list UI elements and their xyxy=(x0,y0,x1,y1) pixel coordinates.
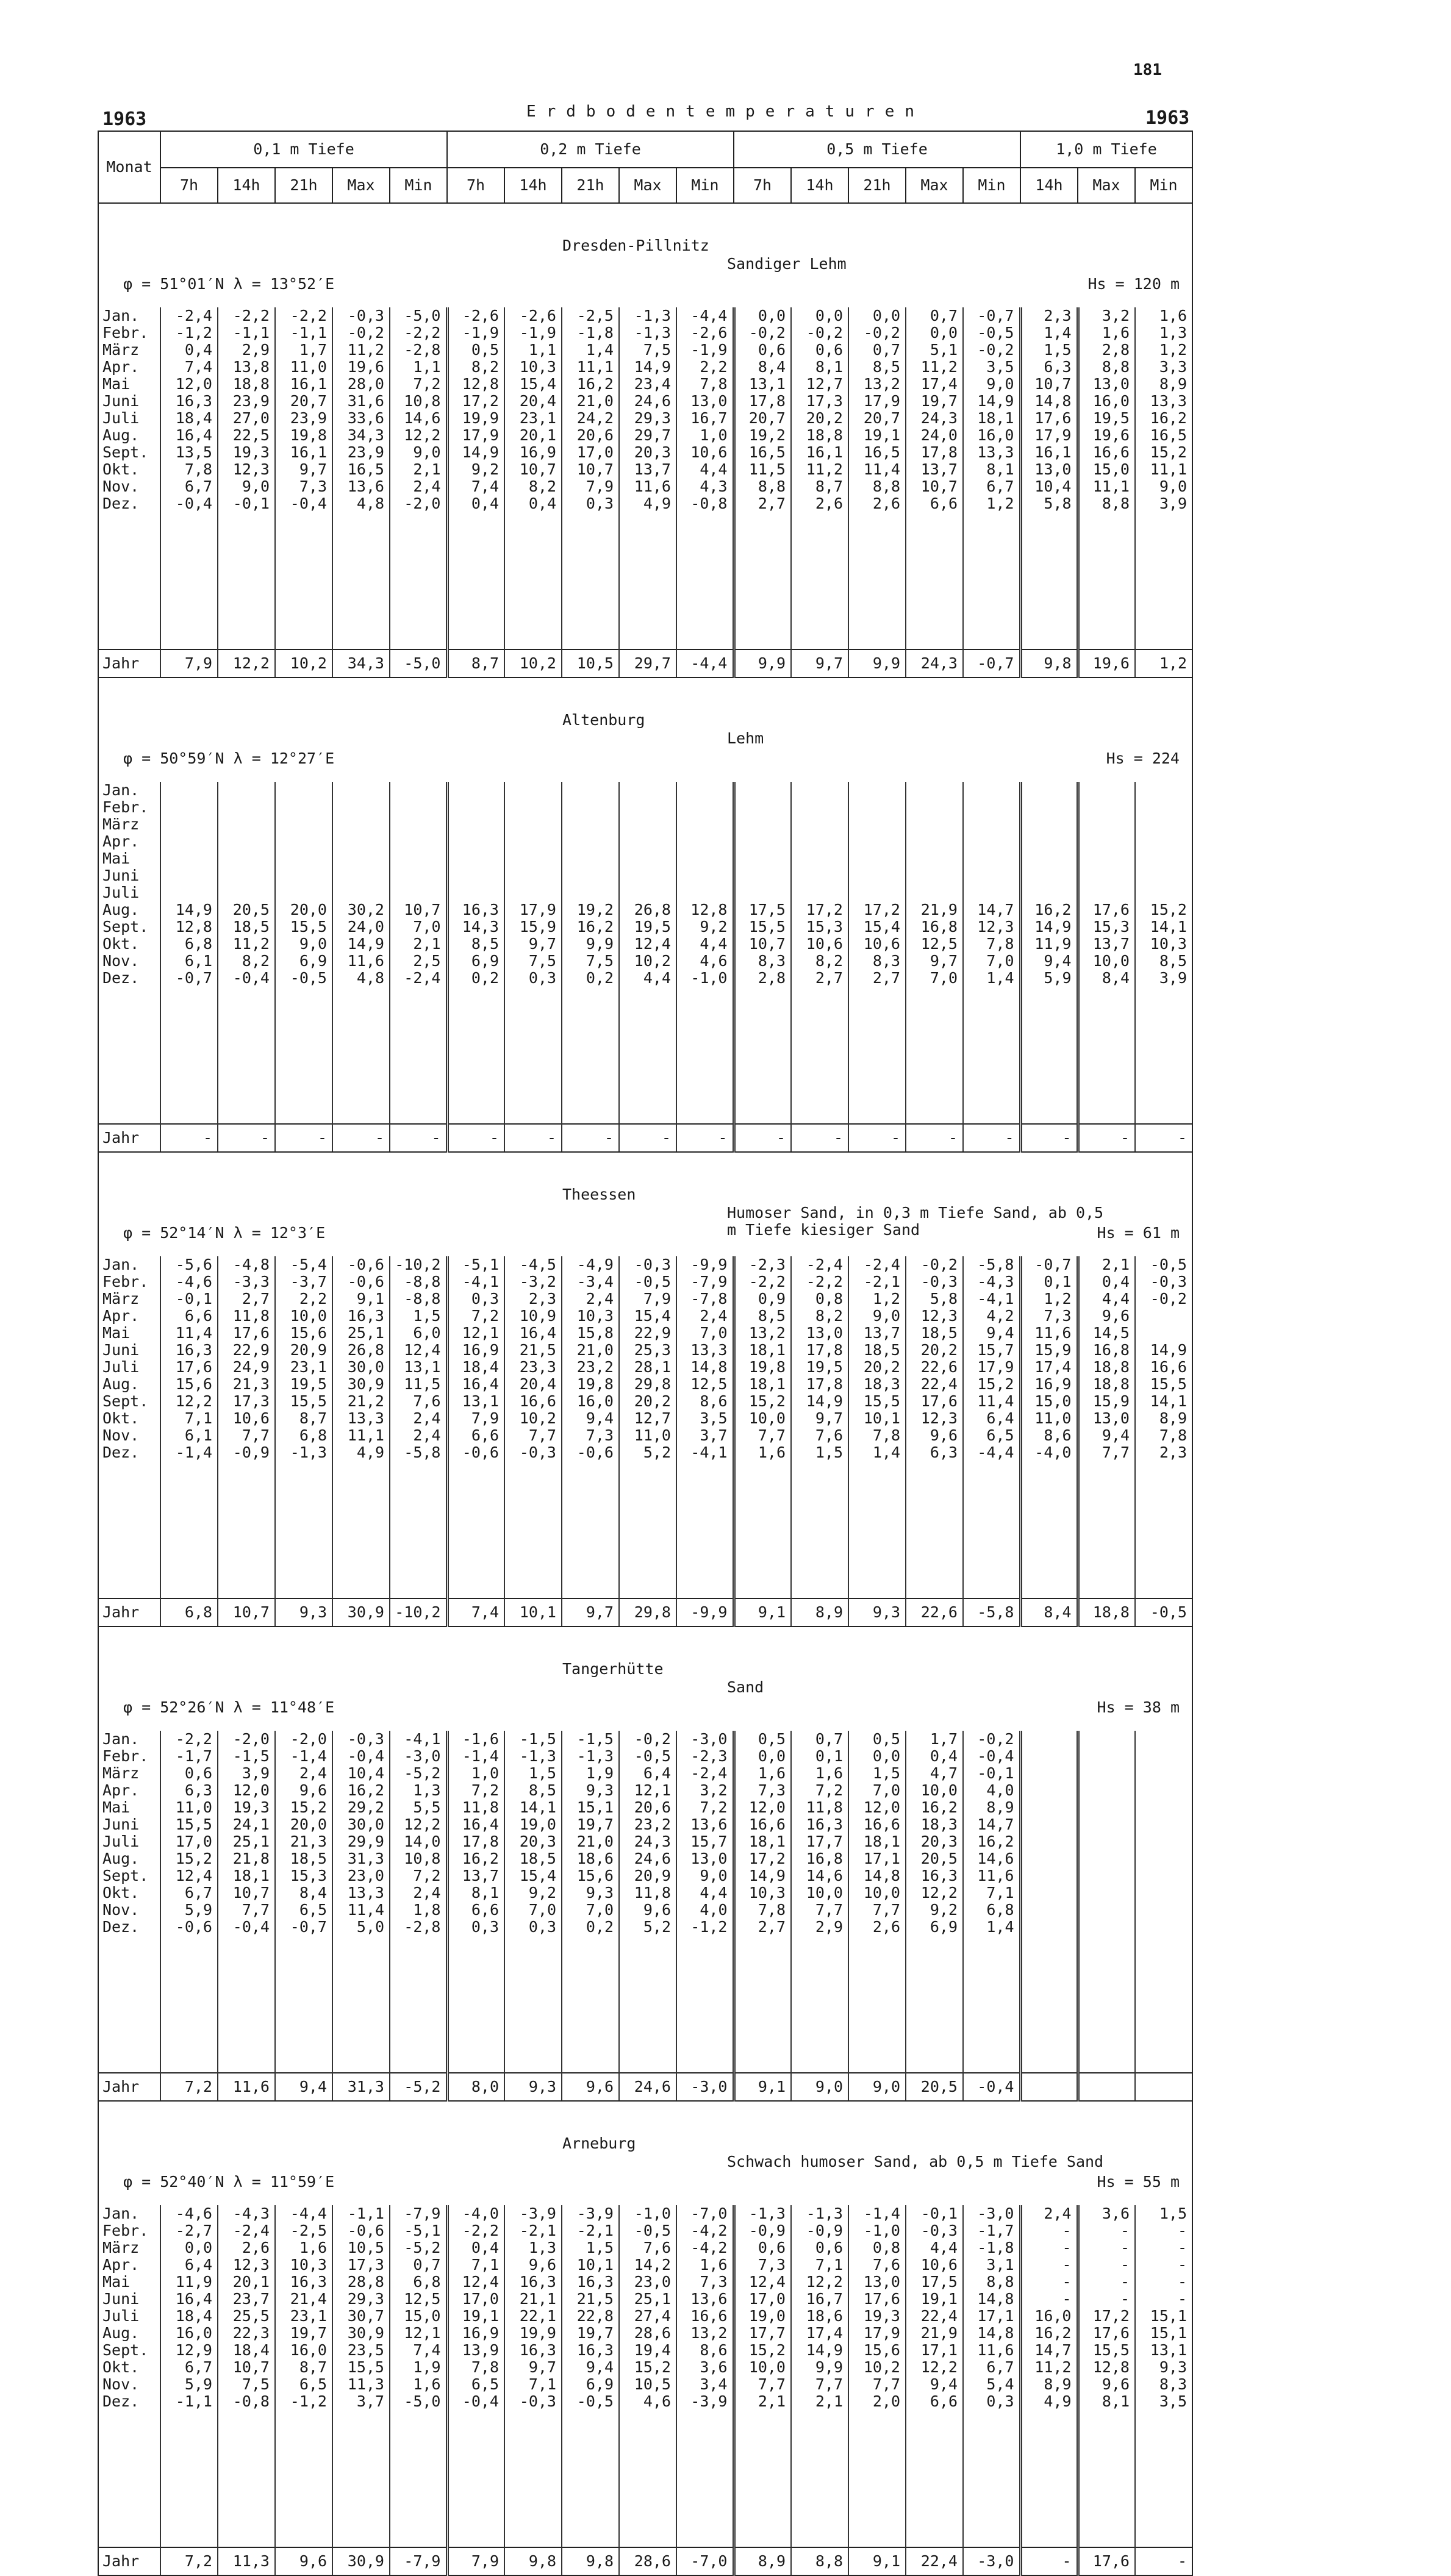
depth-header-0-1m: 0,1 m Tiefe xyxy=(160,131,447,168)
annual-value: 8,7 xyxy=(447,649,504,678)
annual-value: 9,0 xyxy=(791,2073,848,2101)
value-column: 19,2 16,2 9,9 7,5 0,2 xyxy=(562,782,619,1124)
annual-value xyxy=(1020,2073,1078,2101)
annual-value: 22,4 xyxy=(906,2547,963,2575)
annual-label: Jahr xyxy=(98,1598,160,1626)
value-column: -1,3 -1,3 7,5 14,9 23,4 24,6 29,3 29,7 20,3 13,7 11,6 4,9 xyxy=(619,307,676,649)
annual-value: 8,8 xyxy=(791,2547,848,2575)
value-column: -0,1 -0,3 4,4 10,6 17,5 19,1 22,4 21,9 17,1 12,2 9,4 6,6 xyxy=(906,2205,963,2547)
monthly-values-row xyxy=(98,1731,1192,2073)
annual-label: Jahr xyxy=(98,2073,160,2101)
annual-value: 22,6 xyxy=(906,1598,963,1626)
column-header: 14h xyxy=(218,168,275,203)
value-column: 20,5 18,5 11,2 8,2 -0,4 xyxy=(218,782,275,1124)
annual-value: 9,1 xyxy=(734,2073,791,2101)
annual-value: -0,5 xyxy=(1135,1598,1192,1626)
station-coordinates: φ = 51°01′N λ = 13°52′E xyxy=(123,275,335,293)
value-column: -3,9 -2,1 1,5 10,1 16,3 21,5 22,8 19,7 16,3 9,4 6,9 -0,5 xyxy=(562,2205,619,2547)
column-header: Min xyxy=(963,168,1020,203)
value-column: -5,8 -4,3 -4,1 4,2 9,4 15,7 17,9 15,2 11,4 6,4 6,5 -4,4 xyxy=(963,1256,1020,1598)
value-column: 26,8 19,5 12,4 10,2 4,4 xyxy=(619,782,676,1124)
value-column: -2,2 -1,7 0,6 6,3 11,0 15,5 17,0 15,2 12,4 6,7 5,9 -0,6 xyxy=(160,1731,218,2073)
soil-type: Sand xyxy=(727,1678,764,1696)
value-column: 10,7 7,0 2,1 2,5 -2,4 xyxy=(390,782,447,1124)
column-header: 14h xyxy=(504,168,562,203)
value-column: 17,5 15,5 10,7 8,3 2,8 xyxy=(734,782,791,1124)
column-header: 21h xyxy=(275,168,332,203)
annual-value: 7,9 xyxy=(447,2547,504,2575)
annual-value: - xyxy=(447,1124,504,1152)
monthly-values-row xyxy=(98,782,1192,1124)
value-column: -5,0 -2,2 -2,8 1,1 7,2 10,8 14,6 12,2 9,0 2,1 2,4 -2,0 xyxy=(390,307,447,649)
station-coordinates: φ = 52°26′N λ = 11°48′E xyxy=(123,1698,335,1716)
value-column: 0,5 0,0 1,6 7,3 12,0 16,6 18,1 17,2 14,9 10,3 7,8 2,7 xyxy=(734,1731,791,2073)
column-header: 14h xyxy=(1020,168,1078,203)
annual-value: 1,2 xyxy=(1135,649,1192,678)
annual-value: -4,4 xyxy=(676,649,734,678)
annual-value: 8,9 xyxy=(734,2547,791,2575)
station-info-box xyxy=(99,1627,1192,1731)
value-column: -7,9 -5,1 -5,2 0,7 6,8 12,5 15,0 12,1 7,4 1,9 1,6 -5,0 xyxy=(390,2205,447,2547)
annual-label: Jahr xyxy=(98,1124,160,1152)
value-column: -4,5 -3,2 2,3 10,9 16,4 21,5 23,3 20,4 16,6 10,2 7,7 -0,3 xyxy=(504,1256,562,1598)
value-column: -4,4 -2,6 -1,9 2,2 7,8 13,0 16,7 1,0 10,6 4,4 4,3 -0,8 xyxy=(676,307,734,649)
annual-value: -9,9 xyxy=(676,1598,734,1626)
annual-value: 9,7 xyxy=(791,649,848,678)
station-header xyxy=(98,1152,1192,1256)
value-column: 3,2 1,6 2,8 8,8 13,0 16,0 19,5 19,6 16,6 15,0 11,1 8,8 xyxy=(1078,307,1135,649)
annual-value: - xyxy=(562,1124,619,1152)
annual-value: -7,0 xyxy=(676,2547,734,2575)
annual-value: 19,6 xyxy=(1078,649,1135,678)
value-column: 1,6 1,3 1,2 3,3 8,9 13,3 16,2 16,5 15,2 11,1 9,0 3,9 xyxy=(1135,307,1192,649)
value-column: -10,2 -8,8 -8,8 1,5 6,0 12,4 13,1 11,5 7,6 2,4 2,4 -5,8 xyxy=(390,1256,447,1598)
annual-value: 28,6 xyxy=(619,2547,676,2575)
annual-value: 29,8 xyxy=(619,1598,676,1626)
annual-value: - xyxy=(332,1124,390,1152)
station-info xyxy=(98,203,1192,307)
station-height: Hs = 55 m xyxy=(1097,2173,1180,2191)
column-header: Max xyxy=(332,168,390,203)
annual-value: -3,0 xyxy=(963,2547,1020,2575)
annual-value: - xyxy=(1020,2547,1078,2575)
annual-value: 9,1 xyxy=(734,1598,791,1626)
annual-value: - xyxy=(1135,1124,1192,1152)
value-column: 17,2 15,4 10,6 8,3 2,7 xyxy=(848,782,906,1124)
station-info xyxy=(98,1152,1192,1256)
column-header: Max xyxy=(619,168,676,203)
value-column: -4,3 -2,4 2,6 12,3 20,1 23,7 25,5 22,3 18,4 10,7 7,5 -0,8 xyxy=(218,2205,275,2547)
annual-value: 9,0 xyxy=(848,2073,906,2101)
value-column: -2,0 -1,4 2,4 9,6 15,2 20,0 21,3 18,5 15,3 8,4 6,5 -0,7 xyxy=(275,1731,332,2073)
column-header: Min xyxy=(676,168,734,203)
value-column: 16,2 14,9 11,9 9,4 5,9 xyxy=(1020,782,1078,1124)
station-header xyxy=(98,203,1192,307)
annual-value: 9,8 xyxy=(1020,649,1078,678)
station-header xyxy=(98,678,1192,782)
column-header: 7h xyxy=(734,168,791,203)
value-column: -1,5 -1,3 1,9 9,3 15,1 19,7 21,0 18,6 15,6 9,3 7,0 0,2 xyxy=(562,1731,619,2073)
monthly-values-row xyxy=(98,307,1192,649)
annual-value: 29,7 xyxy=(619,649,676,678)
value-column: 0,7 0,1 1,6 7,2 11,8 16,3 17,7 16,8 14,6 10,0 7,7 2,9 xyxy=(791,1731,848,2073)
annual-value: 9,9 xyxy=(848,649,906,678)
value-column: -1,1 -0,6 10,5 17,3 28,8 29,3 30,7 30,9 23,5 15,5 11,3 3,7 xyxy=(332,2205,390,2547)
annual-value: 11,6 xyxy=(218,2073,275,2101)
annual-value: 9,3 xyxy=(275,1598,332,1626)
station-name: Arneburg xyxy=(562,2134,636,2152)
annual-value xyxy=(1078,2073,1135,2101)
annual-value: - xyxy=(275,1124,332,1152)
year-right: 1963 xyxy=(1145,107,1190,129)
value-column: -1,3 -0,9 0,6 7,3 12,4 17,0 19,0 17,7 15,2 10,0 7,7 2,1 xyxy=(734,2205,791,2547)
value-column: -0,7 0,1 1,2 7,3 11,6 15,9 17,4 16,9 15,0 11,0 8,6 -4,0 xyxy=(1020,1256,1078,1598)
value-column: 0,0 -0,2 0,7 8,5 13,2 17,9 20,7 19,1 16,5 11,4 8,8 2,6 xyxy=(848,307,906,649)
annual-row xyxy=(98,1598,1192,1626)
annual-value: - xyxy=(390,1124,447,1152)
value-column: -4,9 -3,4 2,4 10,3 15,8 21,0 23,2 19,8 16,0 9,4 7,3 -0,6 xyxy=(562,1256,619,1598)
value-column: -9,9 -7,9 -7,8 2,4 7,0 13,3 14,8 12,5 8,6 3,5 3,7 -4,1 xyxy=(676,1256,734,1598)
value-column: -2,4 -1,2 0,4 7,4 12,0 16,3 18,4 16,4 13,5 7,8 6,7 -0,4 xyxy=(160,307,218,649)
value-column: 17,9 15,9 9,7 7,5 0,3 xyxy=(504,782,562,1124)
value-column: -0,7 -0,5 -0,2 3,5 9,0 14,9 18,1 16,0 13,3 8,1 6,7 1,2 xyxy=(963,307,1020,649)
value-column: 21,9 16,8 12,5 9,7 7,0 xyxy=(906,782,963,1124)
station-info-box xyxy=(99,204,1192,307)
annual-value: 10,2 xyxy=(275,649,332,678)
annual-value: 9,3 xyxy=(504,2073,562,2101)
value-column: -2,6 -1,9 0,5 8,2 12,8 17,2 19,9 17,9 14,9 9,2 7,4 0,4 xyxy=(447,307,504,649)
annual-value: -0,7 xyxy=(963,649,1020,678)
column-header: 14h xyxy=(791,168,848,203)
month-header: Monat xyxy=(98,131,160,203)
depth-header-0-5m: 0,5 m Tiefe xyxy=(734,131,1020,168)
value-column xyxy=(1078,1731,1135,2073)
month-labels: Jan. Febr. März Apr. Mai Juni Juli Aug. Sept. Okt. Nov. Dez. xyxy=(98,307,160,649)
value-column: 2,3 1,4 1,5 6,3 10,7 14,8 17,6 17,9 16,1 13,0 10,4 5,8 xyxy=(1020,307,1078,649)
value-column: 2,1 0,4 4,4 9,6 14,5 16,8 18,8 18,8 15,9 13,0 9,4 7,7 xyxy=(1078,1256,1135,1598)
annual-value: 10,5 xyxy=(562,649,619,678)
annual-value: 9,8 xyxy=(562,2547,619,2575)
station-header xyxy=(98,1626,1192,1731)
value-column: -5,4 -3,7 2,2 10,0 15,6 20,9 23,1 19,5 15,5 8,7 6,8 -1,3 xyxy=(275,1256,332,1598)
value-column: 1,7 0,4 4,7 10,0 16,2 18,3 20,3 20,5 16,3 12,2 9,2 6,9 xyxy=(906,1731,963,2073)
column-header: 21h xyxy=(562,168,619,203)
annual-value: -10,2 xyxy=(390,1598,447,1626)
annual-value: 17,6 xyxy=(1078,2547,1135,2575)
value-column: -0,3 -0,2 11,2 19,6 28,0 31,6 33,6 34,3 23,9 16,5 13,6 4,8 xyxy=(332,307,390,649)
annual-value: 9,6 xyxy=(275,2547,332,2575)
soil-type: Humoser Sand, in 0,3 m Tiefe Sand, ab 0,5 m Tiefe kiesiger Sand xyxy=(727,1204,1104,1239)
soil-temperature-table xyxy=(98,131,1193,2576)
annual-value: - xyxy=(676,1124,734,1152)
column-header: Min xyxy=(1135,168,1192,203)
annual-value: 30,9 xyxy=(332,2547,390,2575)
value-column: 16,3 14,3 8,5 6,9 0,2 xyxy=(447,782,504,1124)
annual-value: 8,9 xyxy=(791,1598,848,1626)
value-column: -0,3 -0,4 10,4 16,2 29,2 30,0 29,9 31,3 23,0 13,3 11,4 5,0 xyxy=(332,1731,390,2073)
value-column: -7,0 -4,2 -4,2 1,6 7,3 13,6 16,6 13,2 8,6 3,6 3,4 -3,9 xyxy=(676,2205,734,2547)
value-column: -3,0 -1,7 -1,8 3,1 8,8 14,8 17,1 14,8 11,6 6,7 5,4 0,3 xyxy=(963,2205,1020,2547)
annual-value: - xyxy=(218,1124,275,1152)
value-column: -4,8 -3,3 2,7 11,8 17,6 22,9 24,9 21,3 17,3 10,6 7,7 -0,9 xyxy=(218,1256,275,1598)
value-column: -4,6 -2,7 0,0 6,4 11,9 16,4 18,4 16,0 12,9 6,7 5,9 -1,1 xyxy=(160,2205,218,2547)
depth-header-1-0m: 1,0 m Tiefe xyxy=(1020,131,1192,168)
annual-value: 8,0 xyxy=(447,2073,504,2101)
station-coordinates: φ = 52°14′N λ = 12°3′E xyxy=(123,1224,326,1242)
annual-value: -3,0 xyxy=(676,2073,734,2101)
column-header: Max xyxy=(906,168,963,203)
value-column: -0,5 -0,3 -0,2 14,9 16,6 15,5 14,1 8,9 7,8 2,3 xyxy=(1135,1256,1192,1598)
depth-header-0-2m: 0,2 m Tiefe xyxy=(447,131,734,168)
annual-value: - xyxy=(1020,1124,1078,1152)
station-height: Hs = 61 m xyxy=(1097,1224,1180,1242)
month-labels: Jan. Febr. März Apr. Mai Juni Juli Aug. Sept. Okt. Nov. Dez. xyxy=(98,1731,160,2073)
annual-value: 34,3 xyxy=(332,649,390,678)
annual-value: 10,7 xyxy=(218,1598,275,1626)
value-column: -2,0 -1,5 3,9 12,0 19,3 24,1 25,1 21,8 18,1 10,7 7,7 -0,4 xyxy=(218,1731,275,2073)
annual-value: 10,2 xyxy=(504,649,562,678)
value-column: -3,9 -2,1 1,3 9,6 16,3 21,1 22,1 19,9 16,3 9,7 7,1 -0,3 xyxy=(504,2205,562,2547)
soil-type: Schwach humoser Sand, ab 0,5 m Tiefe Sand xyxy=(727,2153,1104,2170)
annual-row xyxy=(98,1124,1192,1152)
column-header: Max xyxy=(1078,168,1135,203)
station-coordinates: φ = 50°59′N λ = 12°27′E xyxy=(123,750,335,767)
value-column: -4,4 -2,5 1,6 10,3 16,3 21,4 23,1 19,7 16,0 8,7 6,5 -1,2 xyxy=(275,2205,332,2547)
value-column: 0,7 0,0 5,1 11,2 17,4 19,7 24,3 24,0 17,8 13,7 10,7 6,6 xyxy=(906,307,963,649)
value-column: -5,6 -4,6 -0,1 6,6 11,4 16,3 17,6 15,6 12,2 7,1 6,1 -1,4 xyxy=(160,1256,218,1598)
annual-value: -5,8 xyxy=(963,1598,1020,1626)
value-column: -2,5 -1,8 1,4 11,1 16,2 21,0 24,2 20,6 17,0 10,7 7,9 0,3 xyxy=(562,307,619,649)
annual-value: 30,9 xyxy=(332,1598,390,1626)
annual-row xyxy=(98,2547,1192,2575)
annual-label: Jahr xyxy=(98,649,160,678)
month-labels: Jan. Febr. März Apr. Mai Juni Juli Aug. Sept. Okt. Nov. Dez. xyxy=(98,1256,160,1598)
annual-value: 7,2 xyxy=(160,2073,218,2101)
column-header: 7h xyxy=(447,168,504,203)
station-name: Tangerhütte xyxy=(562,1660,664,1678)
annual-value: 20,5 xyxy=(906,2073,963,2101)
value-column: -1,5 -1,3 1,5 8,5 14,1 19,0 20,3 18,5 15,4 9,2 7,0 0,3 xyxy=(504,1731,562,2073)
monthly-values-row xyxy=(98,2205,1192,2547)
value-column: -1,3 -0,9 0,6 7,1 12,2 16,7 18,6 17,4 14,9 9,9 7,7 2,1 xyxy=(791,2205,848,2547)
value-column: 3,6 - - - - - 17,2 17,6 15,5 12,8 9,6 8,1 xyxy=(1078,2205,1135,2547)
annual-value: -5,2 xyxy=(390,2073,447,2101)
value-column: -1,0 -0,5 7,6 14,2 23,0 25,1 27,4 28,6 19,4 15,2 10,5 4,6 xyxy=(619,2205,676,2547)
station-name: Dresden-Pillnitz xyxy=(562,237,709,254)
annual-value: - xyxy=(504,1124,562,1152)
value-column: 14,7 12,3 7,8 7,0 1,4 xyxy=(963,782,1020,1124)
annual-value: -7,9 xyxy=(390,2547,447,2575)
value-column: -0,6 -0,6 9,1 16,3 25,1 26,8 30,0 30,9 21,2 13,3 11,1 4,9 xyxy=(332,1256,390,1598)
annual-value: 7,9 xyxy=(160,649,218,678)
annual-row xyxy=(98,2073,1192,2101)
station-header xyxy=(98,2101,1192,2205)
value-column: -2,6 -1,9 1,1 10,3 15,4 20,4 23,1 20,1 16,9 10,7 8,2 0,4 xyxy=(504,307,562,649)
value-column: -1,6 -1,4 1,0 7,2 11,8 16,4 17,8 16,2 13,7 8,1 6,6 0,3 xyxy=(447,1731,504,2073)
monthly-values-row xyxy=(98,1256,1192,1598)
annual-value: - xyxy=(734,1124,791,1152)
annual-value: 31,3 xyxy=(332,2073,390,2101)
value-column: 0,0 -0,2 0,6 8,1 12,7 17,3 20,2 18,8 16,1 11,2 8,7 2,6 xyxy=(791,307,848,649)
annual-value: 24,3 xyxy=(906,649,963,678)
year-left: 1963 xyxy=(102,109,147,130)
annual-value xyxy=(1135,2073,1192,2101)
page-title: Erdbodentemperaturen xyxy=(526,102,925,121)
annual-value: - xyxy=(160,1124,218,1152)
station-coordinates: φ = 52°40′N λ = 11°59′E xyxy=(123,2173,335,2191)
value-column: -0,2 -0,4 -0,1 4,0 8,9 14,7 16,2 14,6 11,6 7,1 6,8 1,4 xyxy=(963,1731,1020,2073)
annual-value: 9,1 xyxy=(848,2547,906,2575)
column-header: 7h xyxy=(160,168,218,203)
value-column xyxy=(1135,1731,1192,2073)
value-column: -4,0 -2,2 0,4 7,1 12,4 17,0 19,1 16,9 13,9 7,8 6,5 -0,4 xyxy=(447,2205,504,2547)
station-height: Hs = 224 xyxy=(1106,750,1180,767)
annual-value: 9,9 xyxy=(734,649,791,678)
annual-value: - xyxy=(1135,2547,1192,2575)
value-column: 20,0 15,5 9,0 6,9 -0,5 xyxy=(275,782,332,1124)
value-column: 14,9 12,8 6,8 6,1 -0,7 xyxy=(160,782,218,1124)
annual-value: 6,8 xyxy=(160,1598,218,1626)
station-info xyxy=(98,1626,1192,1731)
value-column: -0,2 -0,3 5,8 12,3 18,5 20,2 22,6 22,4 17,6 12,3 9,6 6,3 xyxy=(906,1256,963,1598)
annual-value: 11,3 xyxy=(218,2547,275,2575)
value-column: 17,6 15,3 13,7 10,0 8,4 xyxy=(1078,782,1135,1124)
soil-type: Sandiger Lehm xyxy=(727,255,847,273)
value-column: -2,2 -1,1 1,7 11,0 16,1 20,7 23,9 19,8 16,1 9,7 7,3 -0,4 xyxy=(275,307,332,649)
annual-value: 24,6 xyxy=(619,2073,676,2101)
value-column: -5,1 -4,1 0,3 7,2 12,1 16,9 18,4 16,4 13,1 7,9 6,6 -0,6 xyxy=(447,1256,504,1598)
value-column: -2,3 -2,2 0,9 8,5 13,2 18,1 19,8 18,1 15,2 10,0 7,7 1,6 xyxy=(734,1256,791,1598)
value-column: -2,2 -1,1 2,9 13,8 18,8 23,9 27,0 22,5 19,3 12,3 9,0 -0,1 xyxy=(218,307,275,649)
station-height: Hs = 120 m xyxy=(1087,275,1180,293)
value-column: -0,2 -0,5 6,4 12,1 20,6 23,2 24,3 24,6 20,9 11,8 9,6 5,2 xyxy=(619,1731,676,2073)
value-column: 17,2 15,3 10,6 8,2 2,7 xyxy=(791,782,848,1124)
value-column: -2,4 -2,1 1,2 9,0 13,7 18,5 20,2 18,3 15,5 10,1 7,8 1,4 xyxy=(848,1256,906,1598)
annual-value: 12,2 xyxy=(218,649,275,678)
value-column xyxy=(1020,1731,1078,2073)
page-number: 181 xyxy=(1133,61,1162,79)
station-info-box xyxy=(99,2102,1192,2205)
station-height: Hs = 38 m xyxy=(1097,1698,1180,1716)
annual-value: -0,4 xyxy=(963,2073,1020,2101)
value-column: 12,8 9,2 4,4 4,6 -1,0 xyxy=(676,782,734,1124)
value-column: -1,4 -1,0 0,8 7,6 13,0 17,6 19,3 17,9 15,6 10,2 7,7 2,0 xyxy=(848,2205,906,2547)
station-info-box xyxy=(99,678,1192,782)
annual-value: 18,8 xyxy=(1078,1598,1135,1626)
value-column: 2,4 - - - - - 16,0 16,2 14,7 11,2 8,9 4,9 xyxy=(1020,2205,1078,2547)
value-column: -2,4 -2,2 0,8 8,2 13,0 17,8 19,5 17,8 14,9 9,7 7,6 1,5 xyxy=(791,1256,848,1598)
annual-row xyxy=(98,649,1192,678)
annual-value: - xyxy=(1078,1124,1135,1152)
annual-value: - xyxy=(848,1124,906,1152)
value-column: 1,5 - - - - - 15,1 15,1 13,1 9,3 8,3 3,5 xyxy=(1135,2205,1192,2547)
annual-value: - xyxy=(791,1124,848,1152)
annual-value: 9,6 xyxy=(562,2073,619,2101)
month-labels: Jan. Febr. März Apr. Mai Juni Juli Aug. Sept. Okt. Nov. Dez. xyxy=(98,782,160,1124)
annual-value: 7,2 xyxy=(160,2547,218,2575)
value-column: 0,0 -0,2 0,6 8,4 13,1 17,8 20,7 19,2 16,5 11,5 8,8 2,7 xyxy=(734,307,791,649)
month-labels: Jan. Febr. März Apr. Mai Juni Juli Aug. Sept. Okt. Nov. Dez. xyxy=(98,2205,160,2547)
station-info xyxy=(98,2101,1192,2205)
annual-value: 7,4 xyxy=(447,1598,504,1626)
value-column: -4,1 -3,0 -5,2 1,3 5,5 12,2 14,0 10,8 7,2 2,4 1,8 -2,8 xyxy=(390,1731,447,2073)
annual-value: - xyxy=(963,1124,1020,1152)
station-name: Theessen xyxy=(562,1186,636,1203)
value-column: -0,3 -0,5 7,9 15,4 22,9 25,3 28,1 29,8 20,2 12,7 11,0 5,2 xyxy=(619,1256,676,1598)
annual-value: 8,4 xyxy=(1020,1598,1078,1626)
annual-value: 10,1 xyxy=(504,1598,562,1626)
station-info xyxy=(98,678,1192,782)
station-info-box xyxy=(99,1153,1192,1256)
annual-value: -5,0 xyxy=(390,649,447,678)
column-header: Min xyxy=(390,168,447,203)
soil-type: Lehm xyxy=(727,729,764,747)
annual-value: 9,3 xyxy=(848,1598,906,1626)
annual-value: 9,8 xyxy=(504,2547,562,2575)
station-name: Altenburg xyxy=(562,711,645,729)
annual-value: 9,4 xyxy=(275,2073,332,2101)
annual-label: Jahr xyxy=(98,2547,160,2575)
column-header: 21h xyxy=(848,168,906,203)
annual-value: 9,7 xyxy=(562,1598,619,1626)
value-column: -3,0 -2,3 -2,4 3,2 7,2 13,6 15,7 13,0 9,0 4,4 4,0 -1,2 xyxy=(676,1731,734,2073)
annual-value: - xyxy=(906,1124,963,1152)
value-column: 30,2 24,0 14,9 11,6 4,8 xyxy=(332,782,390,1124)
annual-value: - xyxy=(619,1124,676,1152)
value-column: 15,2 14,1 10,3 8,5 3,9 xyxy=(1135,782,1192,1124)
value-column: 0,5 0,0 1,5 7,0 12,0 16,6 18,1 17,1 14,8 10,0 7,7 2,6 xyxy=(848,1731,906,2073)
